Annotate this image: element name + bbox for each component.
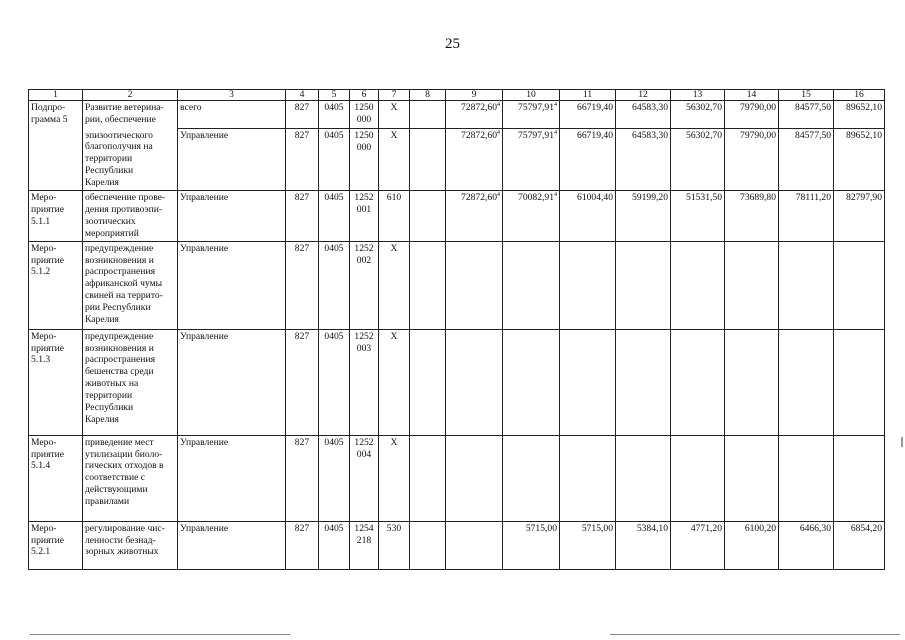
footnote-marker: 4: [554, 191, 557, 198]
cell-c9: [446, 129, 503, 191]
table-row: [29, 101, 885, 129]
cell-text: 5715,00: [525, 522, 557, 534]
cell-c10: [503, 435, 560, 521]
cell-text: 75797,91: [518, 130, 554, 141]
cell-text: 1250 000: [354, 130, 374, 153]
cell-c10: [503, 329, 560, 435]
cell-text: предупреждение возникновения и распространения бешенства среди животных на территории Республики Карелия: [85, 330, 155, 425]
cell-c8: [410, 101, 446, 129]
cell-c13: [671, 101, 725, 129]
cell-c2: [83, 101, 178, 129]
cell-c14: [725, 191, 779, 242]
cell-text: 72872,60: [461, 130, 497, 141]
cell-text: всего: [180, 102, 202, 113]
cell-c10: [503, 191, 560, 242]
cell-c4: [286, 101, 319, 129]
cell-c7: [379, 241, 410, 329]
cell-c12: [616, 521, 671, 569]
cell-c15: [779, 521, 834, 569]
cell-text: 66719,40: [577, 102, 613, 113]
cell-c5: [319, 521, 350, 569]
cell-text: 75797,91: [518, 102, 554, 113]
column-header: 7: [379, 90, 410, 101]
cell-text: Управление: [180, 130, 229, 141]
cell-c8: [410, 241, 446, 329]
cell-text: 0405: [324, 436, 344, 448]
column-header: 5: [319, 90, 350, 101]
cell-c9: [446, 329, 503, 435]
cell-text: 1252 001: [354, 192, 374, 215]
cell-text: 78111,20: [795, 192, 831, 204]
cell-text: Х: [390, 242, 398, 254]
cell-c10: [503, 241, 560, 329]
cell-c7: [379, 521, 410, 569]
cell-c1: [29, 435, 83, 521]
cell-c1: [29, 101, 83, 129]
cell-c3: [178, 241, 286, 329]
cell-c16: [834, 129, 885, 191]
cell-text: 1252 003: [354, 330, 374, 354]
cell-c9: [446, 101, 503, 129]
cell-c11: [560, 191, 616, 242]
cell-text: регулирование чис- ленности безнад- зорных животных: [85, 522, 165, 558]
cell-c6: [350, 101, 379, 129]
cell-c3: [178, 101, 286, 129]
cell-c15: [779, 191, 834, 242]
cell-c16: [834, 329, 885, 435]
cell-text: 827: [294, 130, 310, 141]
cell-text: Меро- приятие 5.1.1: [31, 192, 65, 227]
cell-c16: [834, 241, 885, 329]
table-row: [29, 191, 885, 242]
footnote-marker: 4: [497, 129, 500, 136]
column-header: 8: [410, 90, 446, 101]
footnote-marker: 4: [554, 101, 557, 108]
cell-text: 610: [386, 192, 402, 204]
cell-c16: [834, 101, 885, 129]
cell-text: 0405: [324, 130, 344, 141]
cell-text: Х: [390, 130, 398, 141]
cell-text: 64583,30: [632, 130, 668, 141]
cell-c4: [286, 191, 319, 242]
cell-c6: [350, 435, 379, 521]
cell-text: 79790,00: [740, 130, 776, 141]
cell-c1: [29, 191, 83, 242]
cell-c3: [178, 435, 286, 521]
cell-c7: [379, 329, 410, 435]
cell-c13: [671, 521, 725, 569]
cell-text: Подпро- грамма 5: [31, 102, 68, 125]
column-header: 9: [446, 90, 503, 101]
cell-c12: [616, 101, 671, 129]
column-header: 1: [29, 90, 83, 101]
cell-c11: [560, 329, 616, 435]
cell-c14: [725, 101, 779, 129]
cell-text: 84577,50: [795, 102, 831, 113]
column-header: 2: [83, 90, 178, 101]
cell-text: 73689,80: [740, 192, 776, 204]
cell-c4: [286, 521, 319, 569]
cell-c8: [410, 329, 446, 435]
cell-text: Меро- приятие 5.1.4: [31, 436, 65, 472]
cell-c14: [725, 129, 779, 191]
table-row: [29, 329, 885, 435]
column-header: 13: [671, 90, 725, 101]
cell-text: 1252 002: [354, 242, 374, 266]
cell-text: 72872,60: [461, 192, 497, 204]
cell-c10: [503, 101, 560, 129]
cell-c5: [319, 101, 350, 129]
cell-text: 59199,20: [632, 192, 668, 204]
cell-c3: [178, 521, 286, 569]
cell-c10: [503, 129, 560, 191]
column-header: 14: [725, 90, 779, 101]
table-body: [29, 101, 885, 570]
header-row: [29, 90, 885, 101]
cell-c5: [319, 329, 350, 435]
cell-c7: [379, 129, 410, 191]
cell-text: 827: [294, 436, 310, 448]
cell-text: 0405: [324, 102, 344, 113]
cell-c11: [560, 101, 616, 129]
column-header: 4: [286, 90, 319, 101]
cell-c11: [560, 129, 616, 191]
cell-c1: [29, 129, 83, 191]
cell-c10: [503, 521, 560, 569]
cell-c13: [671, 435, 725, 521]
cell-c4: [286, 435, 319, 521]
table-row: [29, 129, 885, 191]
cell-text: 70082,91: [518, 192, 554, 204]
cell-c8: [410, 191, 446, 242]
cell-text: Х: [390, 330, 398, 342]
cell-text: 79790,00: [740, 102, 776, 113]
cell-text: Меро- приятие 5.1.3: [31, 330, 65, 366]
cell-text: 56302,70: [686, 102, 722, 113]
cell-text: 56302,70: [686, 130, 722, 141]
cell-text: приведение мест утилизации биоло- гических отходов в соответствие с действующими правилами: [85, 436, 164, 508]
cell-text: 1250 000: [354, 102, 374, 125]
cell-text: 1254 218: [354, 522, 374, 546]
footnote-marker: 4: [497, 101, 500, 108]
cell-c14: [725, 241, 779, 329]
cell-text: 61004,40: [577, 192, 613, 204]
cell-text: обеспечение прове- дения противоэпи- зоотических мероприятий: [85, 192, 166, 239]
cell-text: Управление: [180, 436, 229, 448]
cell-c14: [725, 329, 779, 435]
cell-text: 89652,10: [846, 130, 882, 141]
cell-c12: [616, 435, 671, 521]
cell-c7: [379, 101, 410, 129]
cell-text: 64583,30: [632, 102, 668, 113]
cell-c12: [616, 329, 671, 435]
cell-text: 530: [386, 522, 402, 534]
footnote-marker: 4: [554, 129, 557, 136]
cell-c1: [29, 521, 83, 569]
footnote-marker: 4: [497, 191, 500, 198]
cell-c11: [560, 435, 616, 521]
cell-c2: [83, 435, 178, 521]
cell-c1: [29, 241, 83, 329]
cell-c15: [779, 241, 834, 329]
cell-text: Развитие ветерина- рии, обеспечение: [85, 102, 164, 125]
column-header: 11: [560, 90, 616, 101]
cell-c9: [446, 191, 503, 242]
cell-text: Управление: [180, 330, 229, 342]
cell-text: 5384,10: [636, 522, 668, 534]
table-row: [29, 435, 885, 521]
cell-text: 6854,20: [850, 522, 882, 534]
bottom-rule-left: [30, 634, 290, 635]
cell-c1: [29, 329, 83, 435]
cell-c5: [319, 435, 350, 521]
table-row: [29, 241, 885, 329]
cell-text: 6100,20: [744, 522, 776, 534]
cell-text: 6466,30: [799, 522, 831, 534]
cell-c2: [83, 329, 178, 435]
cell-c4: [286, 241, 319, 329]
cell-c6: [350, 521, 379, 569]
cell-c14: [725, 521, 779, 569]
column-header: 15: [779, 90, 834, 101]
cell-c7: [379, 191, 410, 242]
cell-text: 0405: [324, 192, 344, 204]
cell-text: 827: [294, 102, 310, 113]
cell-c11: [560, 241, 616, 329]
cell-text: 5715,00: [581, 522, 613, 534]
cell-c15: [779, 101, 834, 129]
cell-text: Х: [390, 102, 398, 113]
cell-c9: [446, 241, 503, 329]
cell-text: 4771,20: [690, 522, 722, 534]
cell-c8: [410, 521, 446, 569]
cell-text: 0405: [324, 242, 344, 254]
cell-text: Меро- приятие 5.2.1: [31, 522, 65, 558]
cell-text: Управление: [180, 242, 229, 254]
cell-text: 51531,50: [686, 192, 722, 204]
cell-text: 827: [294, 242, 310, 254]
cell-c12: [616, 129, 671, 191]
cell-c4: [286, 129, 319, 191]
cell-c13: [671, 241, 725, 329]
cell-c2: [83, 521, 178, 569]
cell-text: 827: [294, 330, 310, 342]
cell-c3: [178, 129, 286, 191]
cell-c6: [350, 129, 379, 191]
cell-c6: [350, 191, 379, 242]
cell-text: 72872,60: [461, 102, 497, 113]
cell-text: 0405: [324, 330, 344, 342]
table-row: [29, 521, 885, 569]
cell-text: 89652,10: [846, 102, 882, 113]
page-number: 25: [445, 36, 460, 52]
cell-text: 0405: [324, 522, 344, 534]
cell-c15: [779, 329, 834, 435]
cell-text: 827: [294, 522, 310, 534]
cell-text: 82797,90: [846, 192, 882, 204]
cell-c3: [178, 191, 286, 242]
cell-c8: [410, 435, 446, 521]
column-header: 12: [616, 90, 671, 101]
cell-c4: [286, 329, 319, 435]
bottom-rule-right: [610, 634, 900, 635]
cell-c9: [446, 435, 503, 521]
cell-c2: [83, 129, 178, 191]
cell-c13: [671, 129, 725, 191]
cell-c16: [834, 191, 885, 242]
cell-c9: [446, 521, 503, 569]
cell-c2: [83, 191, 178, 242]
cell-text: Меро- приятие 5.1.2: [31, 242, 65, 278]
cell-c13: [671, 191, 725, 242]
cell-c12: [616, 241, 671, 329]
column-header: 6: [350, 90, 379, 101]
cell-c8: [410, 129, 446, 191]
cell-text: Х: [390, 436, 398, 448]
cell-c7: [379, 435, 410, 521]
cell-c13: [671, 329, 725, 435]
scan-mark: [901, 437, 903, 447]
cell-c15: [779, 129, 834, 191]
cell-text: 66719,40: [577, 130, 613, 141]
cell-c6: [350, 241, 379, 329]
cell-c2: [83, 241, 178, 329]
cell-c6: [350, 329, 379, 435]
cell-c3: [178, 329, 286, 435]
cell-text: 1252 004: [354, 436, 374, 460]
cell-text: эпизоотического благополучия на территории Республики Карелия: [85, 129, 153, 189]
cell-text: 84577,50: [795, 130, 831, 141]
cell-c11: [560, 521, 616, 569]
cell-c5: [319, 129, 350, 191]
cell-c16: [834, 521, 885, 569]
cell-c12: [616, 191, 671, 242]
cell-c5: [319, 191, 350, 242]
cell-text: Управление: [180, 522, 229, 534]
cell-text: Управление: [180, 192, 229, 204]
cell-c14: [725, 435, 779, 521]
cell-text: 827: [294, 192, 310, 204]
cell-c5: [319, 241, 350, 329]
column-header: 10: [503, 90, 560, 101]
column-header: 16: [834, 90, 885, 101]
cell-c15: [779, 435, 834, 521]
budget-table: [28, 89, 885, 570]
column-header: 3: [178, 90, 286, 101]
cell-text: предупреждение возникновения и распространения африканской чумы свиней на террито- рии Республики Карелия: [85, 242, 163, 326]
cell-c16: [834, 435, 885, 521]
